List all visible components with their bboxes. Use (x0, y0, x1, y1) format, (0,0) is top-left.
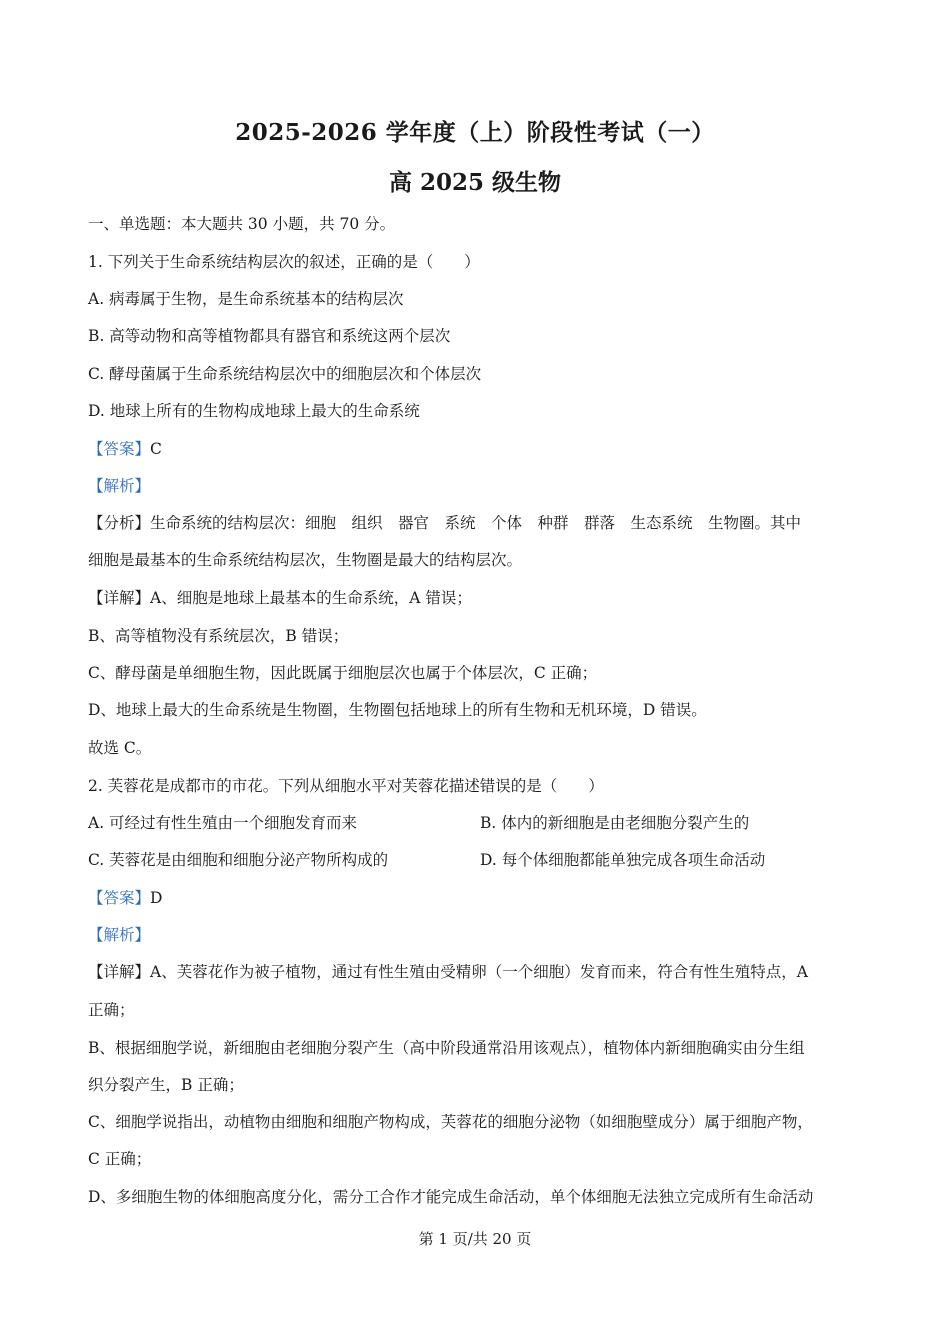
q1-analysis-line (88, 476, 878, 496)
exam-title: 2025-2026 学年度（上）阶段性考试（一） (235, 119, 715, 146)
answer-tag: 【答案】 (88, 889, 151, 907)
q1-conclusion: 故选 C。 (88, 739, 152, 757)
page-footer: 第 1 页/共 20 页 (418, 1230, 532, 1248)
section-heading: 一、单选题：本大题共 30 小题，共 70 分。 (88, 215, 396, 233)
q1-option-d: D. 地球上所有的生物构成地球上最大的生命系统 (88, 402, 420, 420)
q2-detail-a-line-2: 正确； (88, 1001, 135, 1019)
q2-detail-d-line-1: D、多细胞生物的体细胞高度分化，需分工合作才能完成生命活动，单个体细胞无法独立完成所有生命活动 (88, 1188, 814, 1206)
q1-option-b: B. 高等动物和高等植物都具有器官和系统这两个层次 (88, 327, 451, 345)
q2-option-c: C. 芙蓉花是由细胞和细胞分泌产物所构成的 (88, 851, 389, 869)
q1-fenxi-line-1 (88, 513, 878, 533)
q2-detail-a-line-1 (88, 962, 878, 982)
q1-option-a: A. 病毒属于生物，是生命系统基本的结构层次 (88, 290, 404, 308)
q2-answer: D (150, 889, 163, 907)
q2-option-b: B. 体内的新细胞是由老细胞分裂产生的 (480, 814, 750, 832)
q1-detail-c: C、酵母菌是单细胞生物，因此既属于细胞层次也属于个体层次，C 正确； (88, 664, 598, 682)
q2-stem: 2. 芙蓉花是成都市的市花。下列从细胞水平对芙蓉花描述错误的是（ ） (88, 777, 604, 795)
q2-analysis-line (88, 925, 878, 945)
q1-detail-d: D、地球上最大的生命系统是生物圈，生物圈包括地球上的所有生物和无机环境，D 错误。 (88, 701, 707, 719)
answer-tag: 【答案】 (88, 440, 151, 458)
q2-detail-b-line-2: 织分裂产生，B 正确； (88, 1076, 244, 1094)
q2-detail-b-line-1: B、根据细胞学说，新细胞由老细胞分裂产生（高中阶段通常沿用该观点），植物体内新细胞确实由分生组 (88, 1039, 805, 1057)
q1-answer: C (150, 440, 162, 458)
q1-detail-a-text: A、细胞是地球上最基本的生命系统，A 错误； (150, 589, 472, 607)
q1-option-c: C. 酵母菌属于生命系统结构层次中的细胞层次和个体层次 (88, 365, 482, 383)
q1-fenxi-line-2: 细胞是最基本的生命系统结构层次，生物圈是最大的结构层次。 (88, 551, 523, 569)
q2-answer-line (88, 888, 878, 908)
q1-stem: 1. 下列关于生命系统结构层次的叙述，正确的是（ ） (88, 253, 480, 271)
detail-tag: 【详解】 (88, 589, 151, 607)
q2-option-a: A. 可经过有性生殖由一个细胞发育而来 (88, 814, 358, 832)
detail-tag: 【详解】 (88, 963, 151, 981)
q1-answer-line (88, 439, 878, 459)
q2-detail-a-text-1: A、芙蓉花作为被子植物，通过有性生殖由受精卵（一个细胞）发育而来，符合有性生殖特点，A (150, 963, 808, 981)
q2-detail-c-line-1: C、细胞学说指出，动植物由细胞和细胞产物构成，芙蓉花的细胞分泌物（如细胞壁成分）属于细胞产物， (88, 1113, 813, 1131)
q1-detail-b: B、高等植物没有系统层次，B 错误； (88, 627, 349, 645)
fenxi-tag: 【分析】 (88, 514, 151, 532)
analysis-tag: 【解析】 (88, 477, 151, 495)
q1-detail-a (88, 588, 878, 608)
exam-subtitle: 高 2025 级生物 (388, 169, 562, 196)
analysis-tag: 【解析】 (88, 926, 151, 944)
q1-fenxi-text-1: 生命系统的结构层次：细胞 组织 器官 系统 个体 种群 群落 生态系统 生物圈。其中 (150, 514, 802, 532)
q2-option-d: D. 每个体细胞都能单独完成各项生命活动 (480, 851, 766, 869)
q2-detail-c-line-2: C 正确； (88, 1150, 152, 1168)
